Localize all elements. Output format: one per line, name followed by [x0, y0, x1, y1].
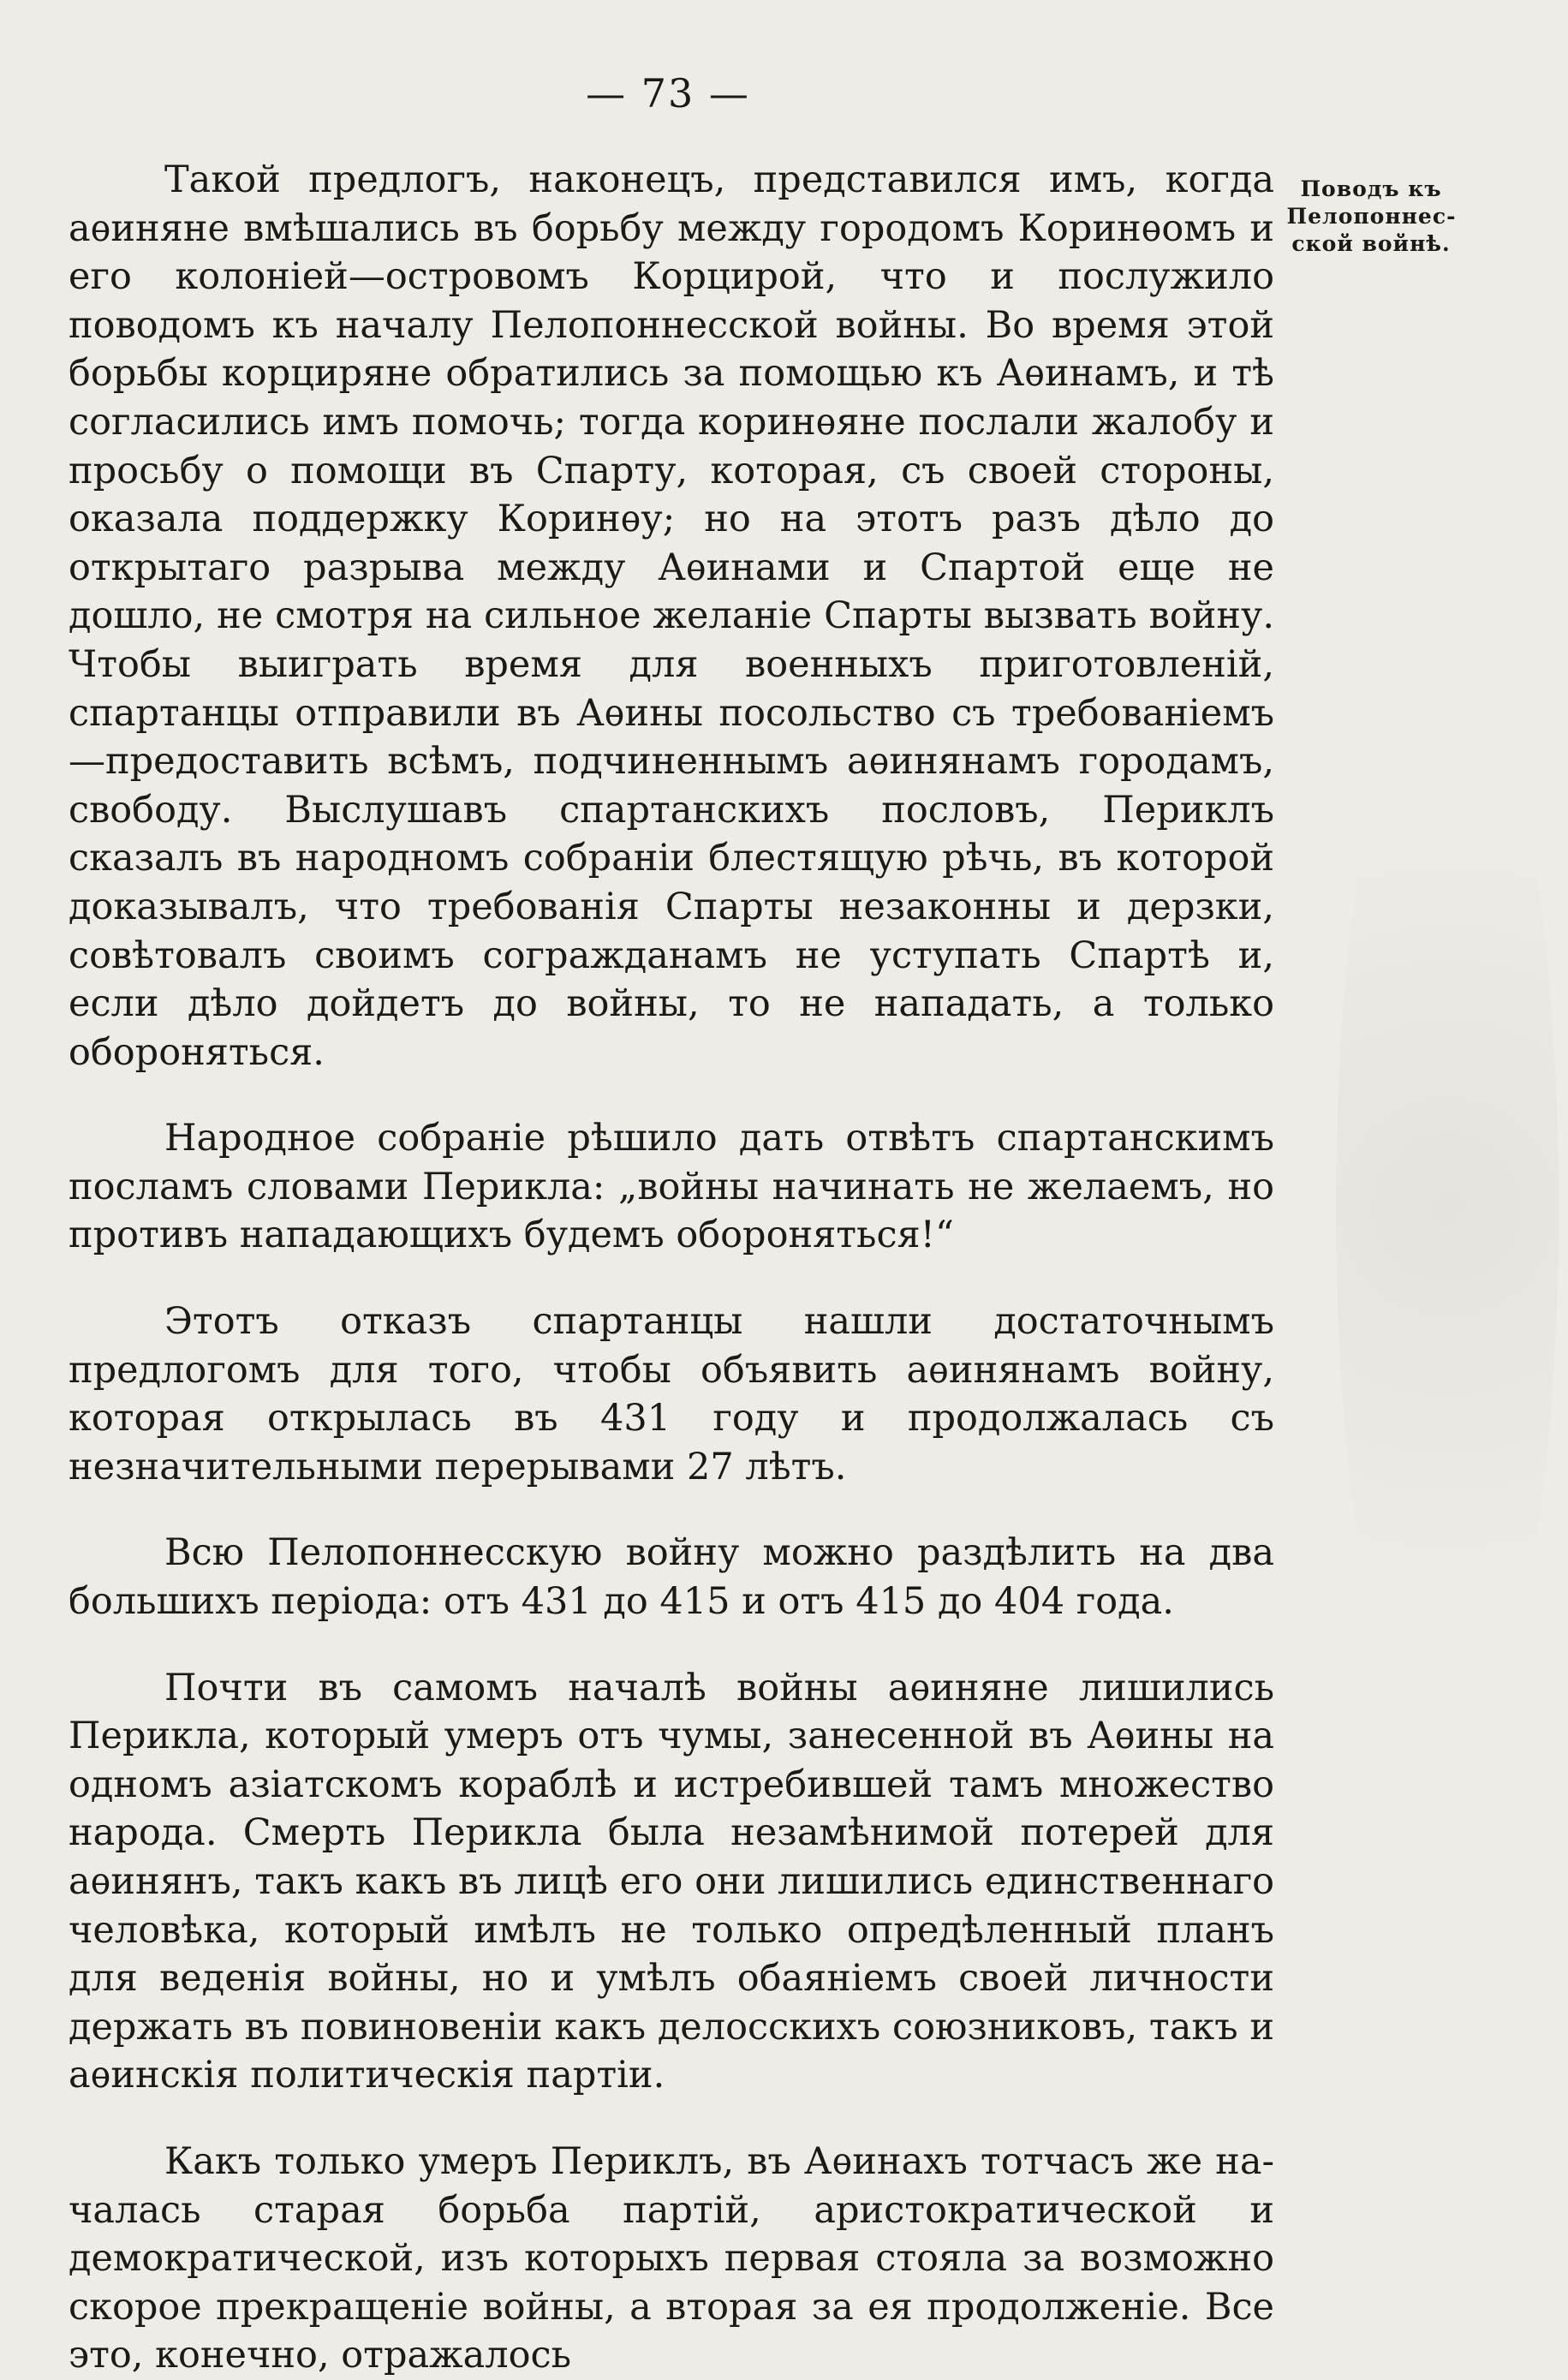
paragraph-5: Почти въ самомъ началѣ войны аѳиняне лишились Перикла, который умеръ отъ чумы, занесенной въ Аѳины на одномъ азіатскомъ кораблѣ и истребившей тамъ множество народа. Смерть Перикла была незамѣнимой потерей для аѳинянъ, такъ какъ въ лицѣ его они лишились единственнаго человѣка, который имѣлъ не только опредѣленный планъ для веденія войны, но и умѣлъ обаяніемъ своей личности держать въ повиновеніи какъ делосскихъ союзниковъ, такъ и аѳинскія политическія партіи.	[69, 1666, 1274, 2097]
page-number: — 73 —	[586, 70, 750, 116]
body-text	[69, 156, 1274, 2380]
paragraph-2: Народное собраніе рѣшило дать отвѣтъ спартанскимъ посламъ словами Перикла: „войны начинать не желаемъ, но противъ нападающихъ будемъ обороняться!“	[69, 1117, 1274, 1257]
bleed-through-shadow	[1336, 651, 1559, 1764]
paragraph-4: Всю Пелопоннесскую войну можно раздѣлить на два большихъ періода: отъ 431 до 415 и отъ 415 до 404 года.	[69, 1531, 1274, 1624]
paragraph-3: Этотъ отказъ спартанцы нашли достаточнымъ предлогомъ для того, чтобы объявить аѳинянамъ войну, которая открылась въ 431 году и продолжалась съ незначительными перерывами 27 лѣтъ.	[69, 1300, 1274, 1488]
margin-note: Поводъ къ Пелопоннесской войнѣ.	[1286, 176, 1456, 256]
paragraph-6: Какъ только умеръ Периклъ, въ Аѳинахъ тотчасъ же началась старая борьба партій, аристократической и демократической, изъ которыхъ первая стояла за возможно скорое прекращеніе войны, а вторая за ея продолженіе. Все это, конечно, отражалось	[69, 2139, 1274, 2377]
paragraph-1: Такой предлогъ, наконецъ, представился имъ, когда аѳиняне вмѣшались въ борьбу между городомъ Коринѳомъ и его колоніей—островомъ Корцирой, что и послужило поводомъ къ началу Пелопоннесской войны. Во время этой борьбы корциряне обратились за помощью къ Аѳинамъ, и тѣ согласились имъ помочь; тогда коринѳяне послали жалобу и просьбу о помощи въ Спарту, которая, съ своей стороны, оказала поддержку Коринѳу; но на этотъ разъ дѣло до открытаго разрыва между Аѳинами и Спартой еще не дошло, не смотря на сильное желаніе Спарты вызвать войну. Чтобы выиграть время для военныхъ приготовленій, спартанцы отправили въ Аѳины посольство съ требованіемъ —предоставить всѣмъ, подчиненнымъ аѳинянамъ городамъ, свободу. Выслушавъ спартанскихъ пословъ, Периклъ сказалъ въ народномъ собраніи блестящую рѣчь, въ которой доказывалъ, что требованія Спарты незаконны и дерзки, совѣтовалъ своимъ согражданамъ не уступать Спартѣ и, если дѣло дойдетъ до войны, то не нападать, а только обороняться.	[69, 158, 1274, 1074]
